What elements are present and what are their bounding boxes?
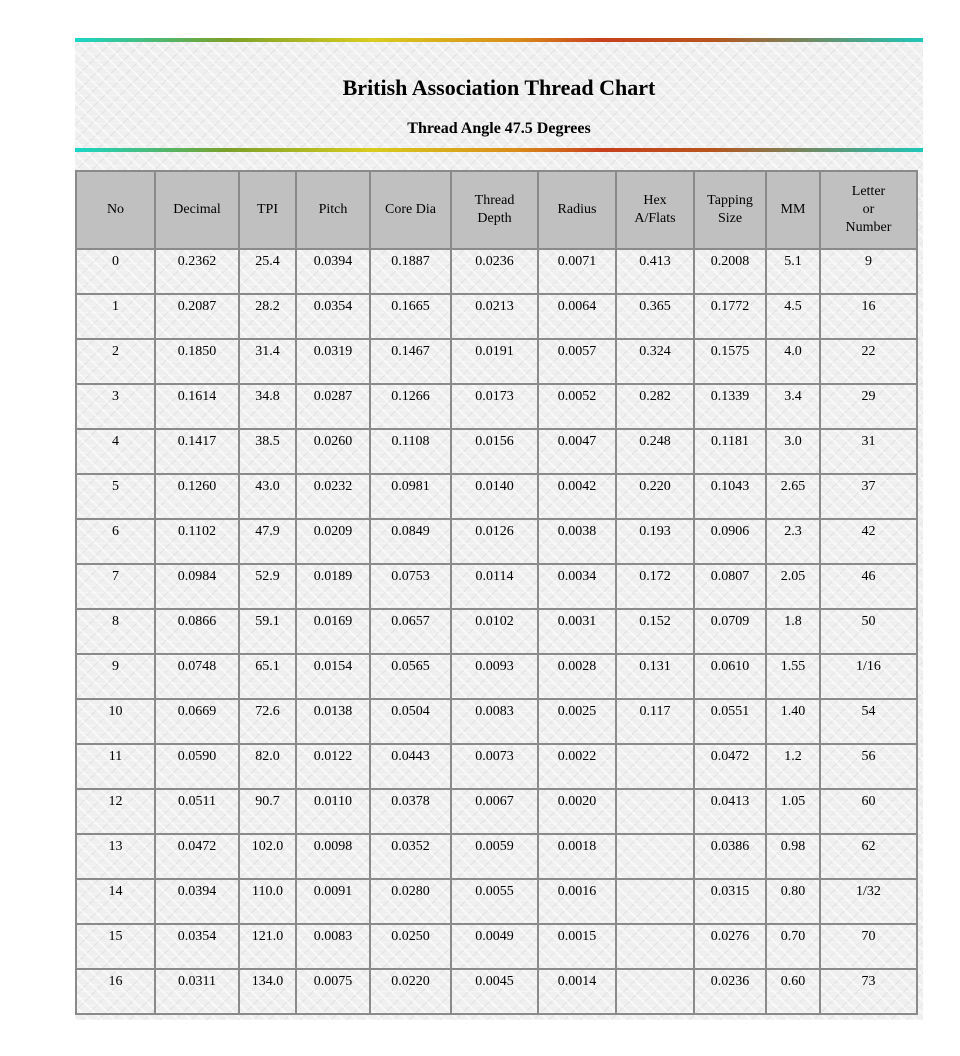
cell-letter-or-number: 50	[820, 609, 917, 654]
cell-radius: 0.0064	[538, 294, 616, 339]
cell-thread-depth: 0.0059	[451, 834, 538, 879]
cell-core-dia: 0.0753	[370, 564, 451, 609]
table-row	[76, 474, 917, 519]
table-row	[76, 519, 917, 564]
cell-hex-a-flats: 0.172	[616, 564, 694, 609]
cell-tpi: 134.0	[239, 969, 296, 1014]
cell-tpi: 38.5	[239, 429, 296, 474]
cell-no: 4	[76, 429, 155, 474]
cell-tpi: 121.0	[239, 924, 296, 969]
cell-letter-or-number: 73	[820, 969, 917, 1014]
thread-table	[75, 170, 918, 1015]
cell-tpi: 72.6	[239, 699, 296, 744]
cell-core-dia: 0.0280	[370, 879, 451, 924]
cell-decimal: 0.0748	[155, 654, 239, 699]
cell-letter-or-number: 1/16	[820, 654, 917, 699]
cell-pitch: 0.0260	[296, 429, 370, 474]
cell-tpi: 25.4	[239, 249, 296, 294]
cell-core-dia: 0.1665	[370, 294, 451, 339]
cell-mm: 1.8	[766, 609, 820, 654]
column-header-core-dia: Core Dia	[370, 171, 451, 249]
cell-no: 9	[76, 654, 155, 699]
cell-tapping-size: 0.0709	[694, 609, 766, 654]
cell-decimal: 0.2362	[155, 249, 239, 294]
cell-no: 15	[76, 924, 155, 969]
cell-letter-or-number: 42	[820, 519, 917, 564]
cell-radius: 0.0071	[538, 249, 616, 294]
cell-letter-or-number: 37	[820, 474, 917, 519]
cell-radius: 0.0057	[538, 339, 616, 384]
cell-hex-a-flats	[616, 744, 694, 789]
cell-tpi: 34.8	[239, 384, 296, 429]
cell-decimal: 0.2087	[155, 294, 239, 339]
cell-hex-a-flats: 0.248	[616, 429, 694, 474]
cell-hex-a-flats: 0.193	[616, 519, 694, 564]
cell-radius: 0.0038	[538, 519, 616, 564]
cell-thread-depth: 0.0073	[451, 744, 538, 789]
cell-decimal: 0.0354	[155, 924, 239, 969]
cell-core-dia: 0.0849	[370, 519, 451, 564]
cell-thread-depth: 0.0114	[451, 564, 538, 609]
cell-tpi: 59.1	[239, 609, 296, 654]
cell-mm: 1.40	[766, 699, 820, 744]
cell-core-dia: 0.1467	[370, 339, 451, 384]
cell-mm: 2.3	[766, 519, 820, 564]
cell-tpi: 31.4	[239, 339, 296, 384]
column-header-hex-a-flats: Hex A/Flats	[616, 171, 694, 249]
table-row	[76, 249, 917, 294]
bottom-gradient-rule	[75, 148, 923, 152]
cell-thread-depth: 0.0083	[451, 699, 538, 744]
cell-pitch: 0.0091	[296, 879, 370, 924]
cell-thread-depth: 0.0102	[451, 609, 538, 654]
cell-radius: 0.0042	[538, 474, 616, 519]
cell-mm: 2.65	[766, 474, 820, 519]
cell-letter-or-number: 22	[820, 339, 917, 384]
cell-decimal: 0.0669	[155, 699, 239, 744]
cell-no: 0	[76, 249, 155, 294]
cell-tpi: 52.9	[239, 564, 296, 609]
cell-tpi: 110.0	[239, 879, 296, 924]
cell-mm: 0.70	[766, 924, 820, 969]
table-row	[76, 339, 917, 384]
cell-pitch: 0.0169	[296, 609, 370, 654]
cell-radius: 0.0028	[538, 654, 616, 699]
cell-thread-depth: 0.0045	[451, 969, 538, 1014]
cell-no: 2	[76, 339, 155, 384]
cell-radius: 0.0047	[538, 429, 616, 474]
cell-no: 1	[76, 294, 155, 339]
table-row	[76, 564, 917, 609]
cell-decimal: 0.1260	[155, 474, 239, 519]
cell-thread-depth: 0.0173	[451, 384, 538, 429]
table-header-row	[76, 171, 917, 249]
cell-pitch: 0.0354	[296, 294, 370, 339]
cell-hex-a-flats: 0.152	[616, 609, 694, 654]
cell-hex-a-flats	[616, 879, 694, 924]
table-row	[76, 699, 917, 744]
cell-hex-a-flats	[616, 969, 694, 1014]
cell-thread-depth: 0.0067	[451, 789, 538, 834]
cell-tpi: 28.2	[239, 294, 296, 339]
cell-decimal: 0.1850	[155, 339, 239, 384]
cell-hex-a-flats: 0.282	[616, 384, 694, 429]
table-row	[76, 924, 917, 969]
cell-mm: 5.1	[766, 249, 820, 294]
cell-no: 12	[76, 789, 155, 834]
table-row	[76, 879, 917, 924]
cell-letter-or-number: 1/32	[820, 879, 917, 924]
cell-decimal: 0.0472	[155, 834, 239, 879]
cell-tpi: 102.0	[239, 834, 296, 879]
cell-no: 14	[76, 879, 155, 924]
page-title: British Association Thread Chart	[342, 75, 656, 100]
cell-mm: 0.80	[766, 879, 820, 924]
cell-hex-a-flats	[616, 789, 694, 834]
cell-tapping-size: 0.0610	[694, 654, 766, 699]
cell-no: 10	[76, 699, 155, 744]
cell-hex-a-flats: 0.131	[616, 654, 694, 699]
cell-hex-a-flats: 0.324	[616, 339, 694, 384]
cell-core-dia: 0.1266	[370, 384, 451, 429]
column-header-tapping-size: Tapping Size	[694, 171, 766, 249]
cell-mm: 3.0	[766, 429, 820, 474]
column-header-tpi: TPI	[239, 171, 296, 249]
cell-core-dia: 0.0220	[370, 969, 451, 1014]
cell-radius: 0.0031	[538, 609, 616, 654]
cell-letter-or-number: 56	[820, 744, 917, 789]
cell-tapping-size: 0.0276	[694, 924, 766, 969]
cell-decimal: 0.0866	[155, 609, 239, 654]
cell-tapping-size: 0.0906	[694, 519, 766, 564]
cell-mm: 0.98	[766, 834, 820, 879]
cell-tpi: 65.1	[239, 654, 296, 699]
table-row	[76, 744, 917, 789]
cell-decimal: 0.0984	[155, 564, 239, 609]
column-header-letter-or-number: Letter or Number	[820, 171, 917, 249]
cell-radius: 0.0022	[538, 744, 616, 789]
cell-radius: 0.0018	[538, 834, 616, 879]
cell-letter-or-number: 16	[820, 294, 917, 339]
cell-letter-or-number: 46	[820, 564, 917, 609]
cell-decimal: 0.1102	[155, 519, 239, 564]
cell-thread-depth: 0.0191	[451, 339, 538, 384]
cell-core-dia: 0.0504	[370, 699, 451, 744]
page-subtitle: Thread Angle 47.5 Degrees	[407, 120, 591, 137]
cell-radius: 0.0025	[538, 699, 616, 744]
cell-hex-a-flats: 0.220	[616, 474, 694, 519]
cell-pitch: 0.0154	[296, 654, 370, 699]
cell-tapping-size: 0.2008	[694, 249, 766, 294]
cell-radius: 0.0014	[538, 969, 616, 1014]
cell-no: 13	[76, 834, 155, 879]
cell-tpi: 43.0	[239, 474, 296, 519]
cell-core-dia: 0.0981	[370, 474, 451, 519]
cell-pitch: 0.0098	[296, 834, 370, 879]
column-header-radius: Radius	[538, 171, 616, 249]
cell-thread-depth: 0.0140	[451, 474, 538, 519]
column-header-pitch: Pitch	[296, 171, 370, 249]
cell-thread-depth: 0.0055	[451, 879, 538, 924]
cell-tapping-size: 0.1181	[694, 429, 766, 474]
cell-tapping-size: 0.1043	[694, 474, 766, 519]
cell-thread-depth: 0.0049	[451, 924, 538, 969]
cell-tpi: 90.7	[239, 789, 296, 834]
table-row	[76, 654, 917, 699]
cell-hex-a-flats	[616, 834, 694, 879]
cell-hex-a-flats: 0.117	[616, 699, 694, 744]
cell-core-dia: 0.1108	[370, 429, 451, 474]
cell-pitch: 0.0232	[296, 474, 370, 519]
table-body	[76, 249, 917, 1014]
column-header-mm: MM	[766, 171, 820, 249]
cell-thread-depth: 0.0156	[451, 429, 538, 474]
cell-core-dia: 0.0378	[370, 789, 451, 834]
cell-tapping-size: 0.0315	[694, 879, 766, 924]
column-header-thread-depth: Thread Depth	[451, 171, 538, 249]
cell-letter-or-number: 62	[820, 834, 917, 879]
table-row	[76, 429, 917, 474]
cell-mm: 2.05	[766, 564, 820, 609]
column-header-no: No	[76, 171, 155, 249]
cell-hex-a-flats: 0.365	[616, 294, 694, 339]
cell-mm: 1.05	[766, 789, 820, 834]
cell-mm: 1.2	[766, 744, 820, 789]
cell-letter-or-number: 60	[820, 789, 917, 834]
cell-core-dia: 0.1887	[370, 249, 451, 294]
table-row	[76, 294, 917, 339]
cell-tapping-size: 0.0413	[694, 789, 766, 834]
cell-radius: 0.0052	[538, 384, 616, 429]
cell-mm: 0.60	[766, 969, 820, 1014]
table-row	[76, 609, 917, 654]
cell-hex-a-flats	[616, 924, 694, 969]
cell-core-dia: 0.0443	[370, 744, 451, 789]
cell-tapping-size: 0.0807	[694, 564, 766, 609]
cell-no: 5	[76, 474, 155, 519]
cell-core-dia: 0.0352	[370, 834, 451, 879]
cell-no: 6	[76, 519, 155, 564]
cell-pitch: 0.0138	[296, 699, 370, 744]
cell-thread-depth: 0.0093	[451, 654, 538, 699]
cell-pitch: 0.0394	[296, 249, 370, 294]
cell-tapping-size: 0.0551	[694, 699, 766, 744]
cell-decimal: 0.0394	[155, 879, 239, 924]
cell-decimal: 0.1614	[155, 384, 239, 429]
cell-pitch: 0.0122	[296, 744, 370, 789]
cell-pitch: 0.0083	[296, 924, 370, 969]
cell-pitch: 0.0189	[296, 564, 370, 609]
table-row	[76, 834, 917, 879]
cell-pitch: 0.0319	[296, 339, 370, 384]
cell-no: 11	[76, 744, 155, 789]
cell-decimal: 0.0590	[155, 744, 239, 789]
cell-radius: 0.0015	[538, 924, 616, 969]
cell-pitch: 0.0075	[296, 969, 370, 1014]
cell-tapping-size: 0.1772	[694, 294, 766, 339]
cell-no: 7	[76, 564, 155, 609]
cell-radius: 0.0034	[538, 564, 616, 609]
column-header-decimal: Decimal	[155, 171, 239, 249]
cell-thread-depth: 0.0213	[451, 294, 538, 339]
cell-mm: 4.5	[766, 294, 820, 339]
cell-decimal: 0.1417	[155, 429, 239, 474]
cell-letter-or-number: 9	[820, 249, 917, 294]
cell-pitch: 0.0110	[296, 789, 370, 834]
cell-letter-or-number: 31	[820, 429, 917, 474]
cell-decimal: 0.0511	[155, 789, 239, 834]
cell-thread-depth: 0.0126	[451, 519, 538, 564]
cell-tapping-size: 0.1339	[694, 384, 766, 429]
cell-radius: 0.0020	[538, 789, 616, 834]
cell-tpi: 47.9	[239, 519, 296, 564]
cell-tapping-size: 0.0386	[694, 834, 766, 879]
cell-tapping-size: 0.1575	[694, 339, 766, 384]
cell-tapping-size: 0.0236	[694, 969, 766, 1014]
cell-pitch: 0.0287	[296, 384, 370, 429]
cell-mm: 4.0	[766, 339, 820, 384]
cell-letter-or-number: 54	[820, 699, 917, 744]
cell-core-dia: 0.0657	[370, 609, 451, 654]
top-gradient-rule	[75, 38, 923, 42]
cell-letter-or-number: 29	[820, 384, 917, 429]
cell-decimal: 0.0311	[155, 969, 239, 1014]
cell-letter-or-number: 70	[820, 924, 917, 969]
cell-tapping-size: 0.0472	[694, 744, 766, 789]
cell-radius: 0.0016	[538, 879, 616, 924]
table-row	[76, 384, 917, 429]
cell-thread-depth: 0.0236	[451, 249, 538, 294]
cell-pitch: 0.0209	[296, 519, 370, 564]
cell-core-dia: 0.0250	[370, 924, 451, 969]
cell-core-dia: 0.0565	[370, 654, 451, 699]
cell-mm: 1.55	[766, 654, 820, 699]
cell-mm: 3.4	[766, 384, 820, 429]
cell-hex-a-flats: 0.413	[616, 249, 694, 294]
cell-no: 16	[76, 969, 155, 1014]
table-row	[76, 789, 917, 834]
chart-page	[75, 38, 923, 1020]
cell-no: 8	[76, 609, 155, 654]
cell-no: 3	[76, 384, 155, 429]
table-row	[76, 969, 917, 1014]
cell-tpi: 82.0	[239, 744, 296, 789]
